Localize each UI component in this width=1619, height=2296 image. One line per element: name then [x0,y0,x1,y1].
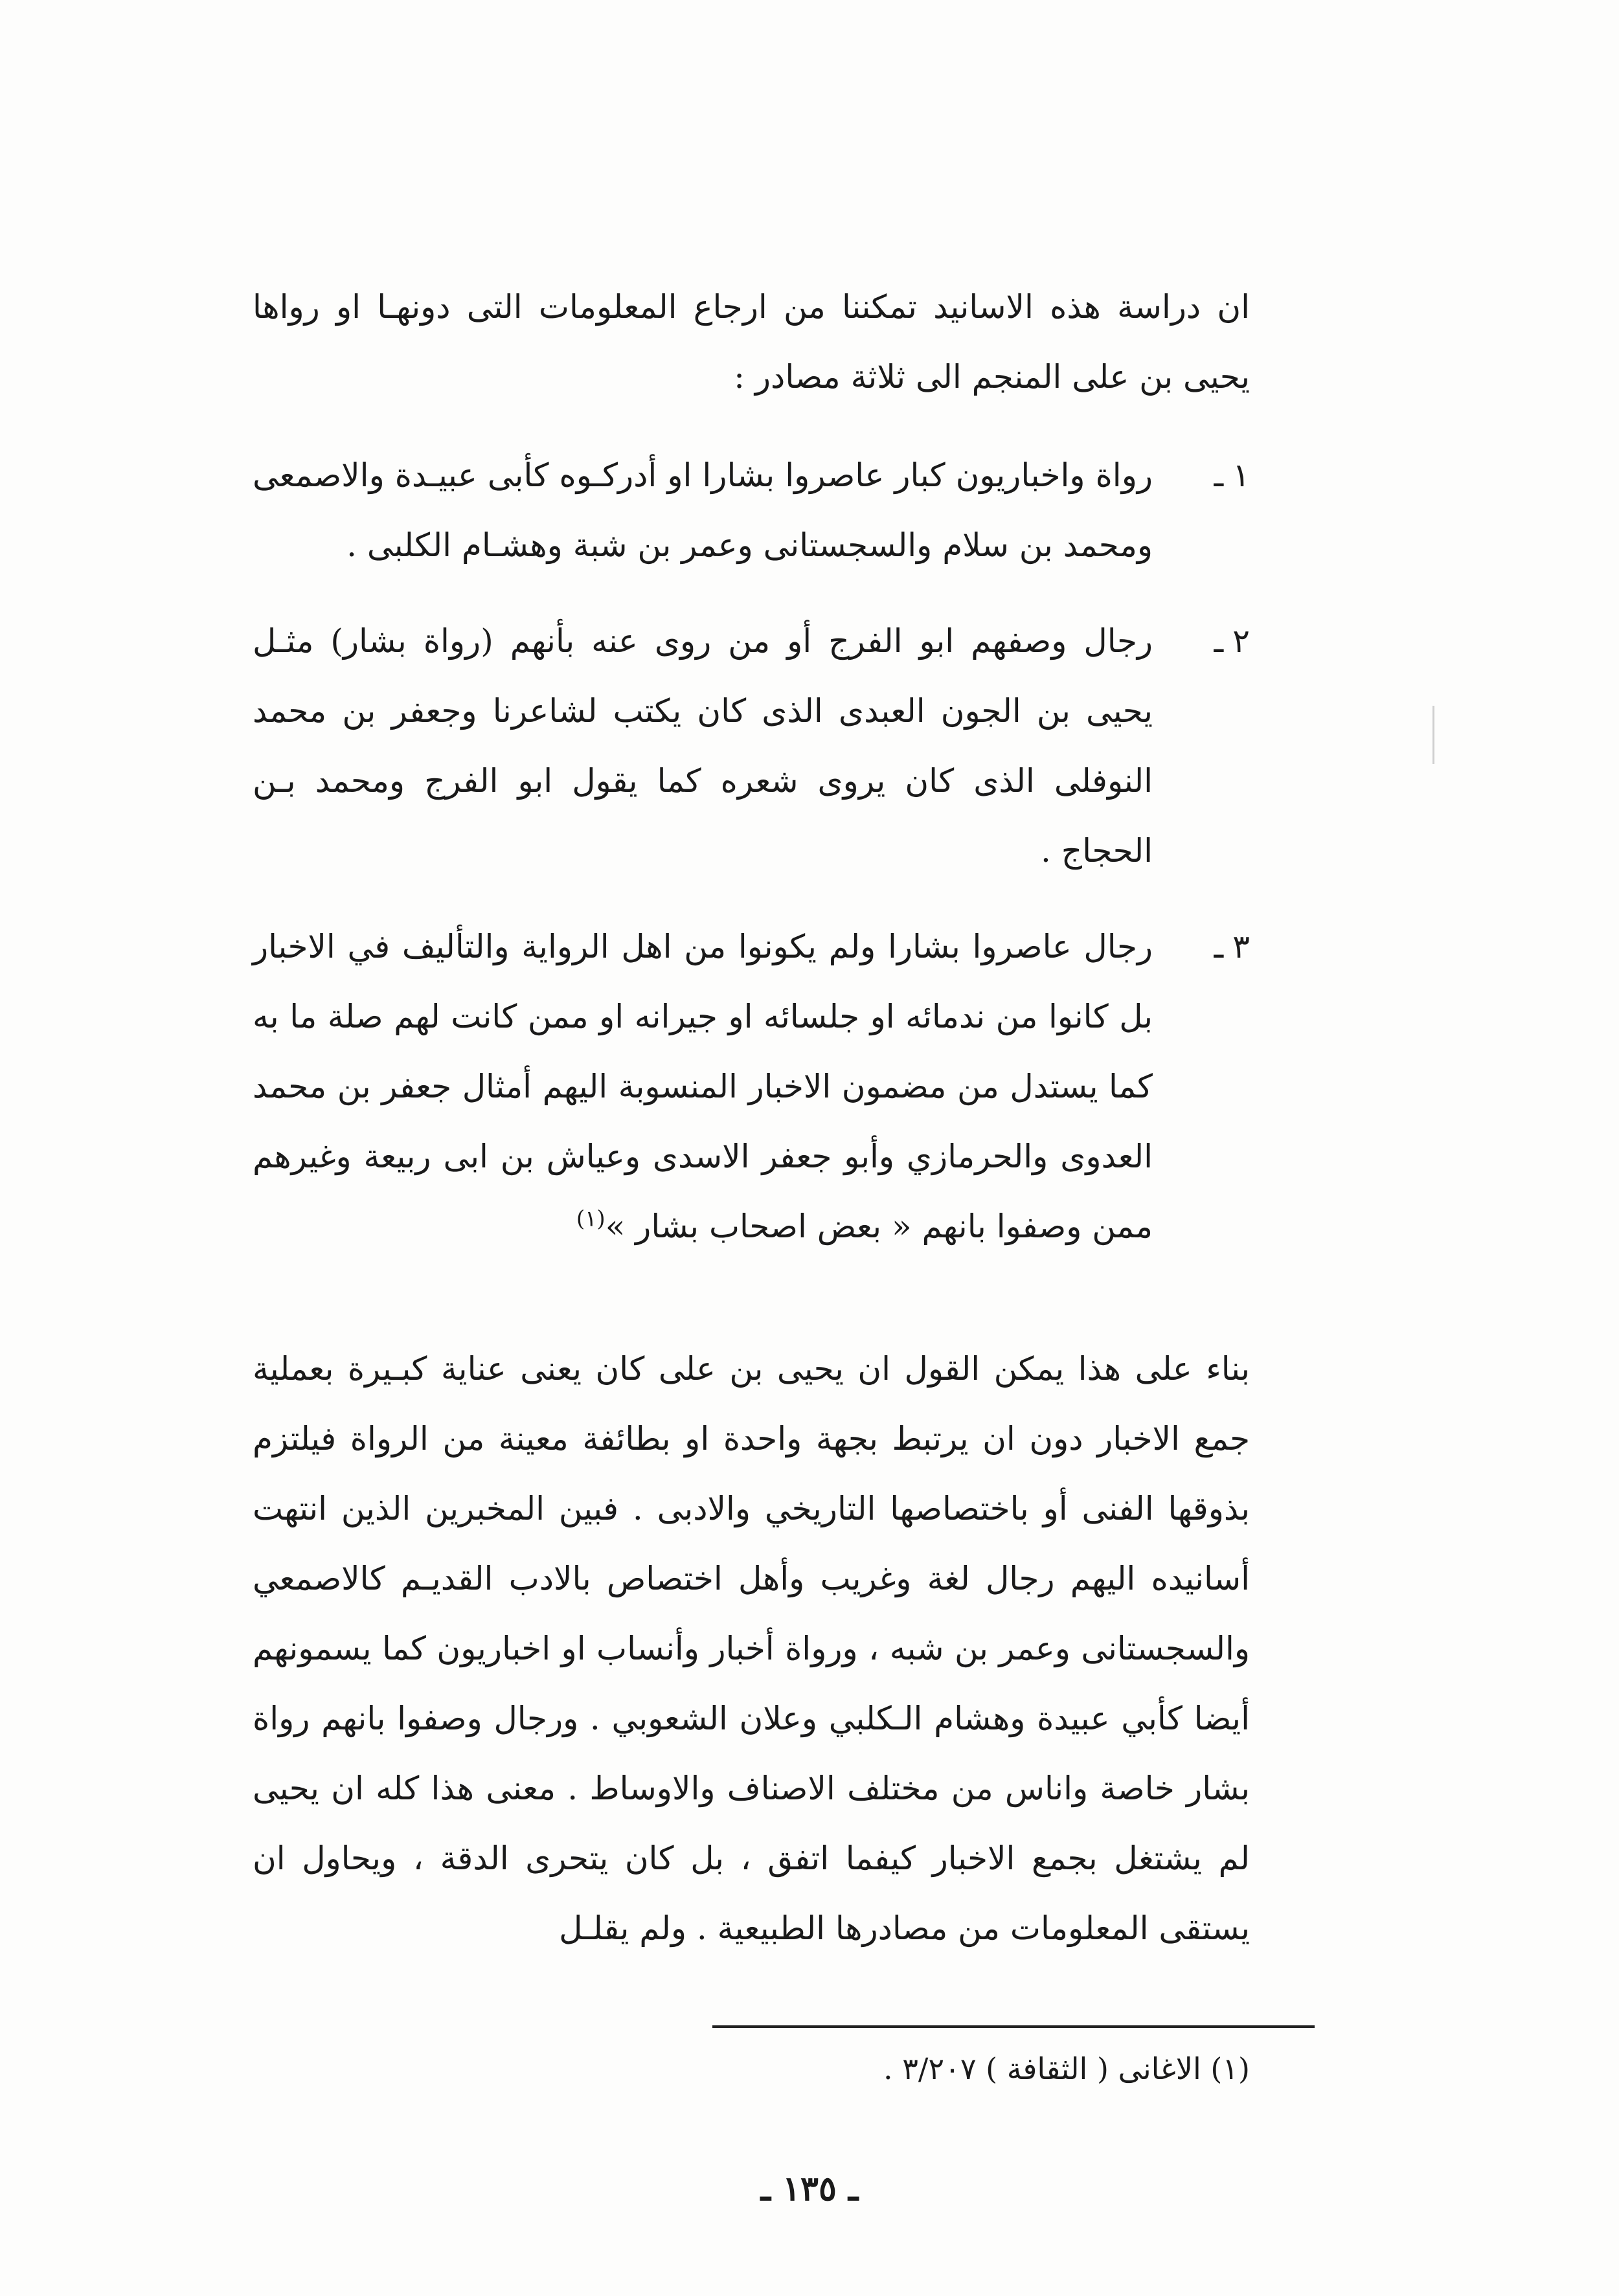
source-number [1159,606,1250,676]
footnote-reference[interactable]: (١) [576,1206,606,1232]
source-text: رجال عاصروا بشارا ولم يكونوا من اهل الرواية والتأليف في الاخبار بل كانوا من ندمائه او جلسائه او جيرانه او ممن كانت لهم صلة ما به كما يستدل من مضمون الاخبار المنسوبة اليهم أمثال جعفر بن محمد العدوى والحرمازي وأبو جعفر الاسدى وعياش بن ابى ربيعة وغيرهم ممن وصفوا بانهم « بعض اصحاب بشار » [253,928,1153,1245]
source-number-digit: ٣ [1232,928,1250,965]
source-item-2 [253,606,1250,886]
body-paragraph: بناء على هذا يمكن القول ان يحيى بن على كان يعنى عناية كبـيرة بعملية جمع الاخبار دون ان يرتبط بجهة واحدة او بطائفة معينة من الرواة فيلتزم بذوقها الفنى أو باختصاصها التاريخي والادبى . فبين المخبرين الذين انتهت أسانيده اليهم رجال لغة وغريب وأهل اختصاص بالادب القديـم كالاصمعي والسجستانى وعمر بن شبه ، ورواة أخبار وأنساب او اخباريون كما يسمونهم أيضا كأبي عبيدة وهشام الـكلبي وعلان الشعوبي . ورجال وصفوا بانهم رواة بشار خاصة واناس من مختلف الاصناف والاوساط . معنى هذا كله ان يحيى لم يشتغل بجمع الاخبار كيفما اتفق ، بل كان يتحرى الدقة ، ويحاول ان يستقى المعلومات من مصادرها الطبيعية . ولم يقلـل [253,1350,1250,1947]
source-text: رجال وصفهم ابو الفرج أو من روى عنه بأنهم (رواة بشار) مثـل يحيى بن الجون العبدى الذى كان يكتب لشاعرنا وجعفر بن محمد النوفلى الذى كان يروى شعره كما يقول ابو الفرج ومحمد بـن الحجاج . [253,622,1153,870]
source-dash: ـ [1214,456,1224,494]
source-item-1 [253,440,1250,580]
source-item-3 [253,912,1250,1261]
source-dash: ـ [1214,622,1224,660]
source-number-digit: ١ [1232,456,1250,494]
source-number-digit: ٢ [1232,622,1250,660]
source-number [1159,440,1250,510]
source-text: رواة واخباريون كبار عاصروا بشارا او أدركـوه كأبى عبيـدة والاصمعى ومحمد بن سلام والسجستانى وعمر بن شبة وهشـام الكلبى . [253,456,1153,564]
footnote: (١) الاغانى ( الثقافة ) ٣/٢٠٧ . [883,2051,1250,2086]
sources-list [253,440,1250,1287]
source-dash: ـ [1214,928,1224,965]
page-number: ـ ١٣٥ ـ [760,2169,859,2209]
margin-mark [1432,706,1434,764]
footnote-divider [712,2025,1315,2028]
source-number [1159,912,1250,982]
intro-paragraph: ان دراسة هذه الاسانيد تمكننا من ارجاع المعلومات التى دونهـا او رواها يحيى بن على المنجم الى ثلاثة مصادر : [253,288,1250,396]
